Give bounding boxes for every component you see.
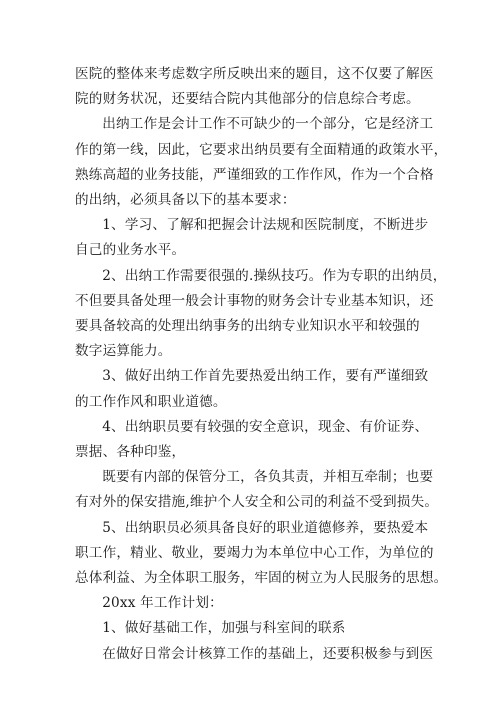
text-line: 院的财务状况，还要结合院内其他部分的信息综合考虑。 — [75, 91, 420, 108]
paragraph-requirement-5 — [75, 516, 448, 592]
paragraph-requirement-3 — [75, 364, 427, 414]
paragraph-requirement-2 — [75, 264, 447, 365]
paragraph-safekeeping — [75, 465, 439, 515]
text-line: 有对外的保安措施,维护个人安全和公司的利益不受到损失。 — [75, 494, 439, 511]
work-plan-item-1 — [75, 616, 427, 641]
text-line: 医院的整体来考虑数字所反映出来的题目，这不仅要了解医 — [75, 66, 434, 82]
text-line: 总体利益、为全体职工服务，牢固的树立为人民服务的思想。 — [75, 570, 448, 587]
text-line: 20xx 年工作计划： — [102, 595, 223, 612]
text-line: 1、学习、了解和把握会计法规和医院制度，不断进步 — [102, 217, 429, 234]
text-line: 数字运算能力。 — [75, 343, 172, 360]
document-body — [75, 62, 448, 667]
text-line: 4、出纳职员要有较强的安全意识，现金、有价证券、 — [102, 418, 429, 435]
text-line: 在做好日常会计核算工作的基础上，还要积极参与到医 — [102, 645, 434, 662]
text-line: 自己的业务水平。 — [75, 242, 186, 259]
text-line: 既要有内部的保管分工，各负其责，并相互牵制；也要 — [102, 469, 434, 486]
text-line: 不但要具备处理一般会计事物的财务会计专业基本知识，还 — [75, 292, 434, 309]
text-line: 熟练高超的业务技能，严谨细致的工作作风，作为一个合格 — [75, 166, 434, 183]
text-line: 3、做好出纳工作首先要热爱出纳工作，要有严谨细致 — [102, 368, 429, 385]
text-line: 职工作，精业、敬业，要竭力为本单位中心工作，为单位的 — [75, 544, 434, 561]
text-line: 5、出纳职员必须具备良好的职业道德修养，要热爱本 — [102, 519, 429, 536]
work-plan-heading — [75, 591, 427, 616]
text-line: 2、出纳工作需要很强的.操纵技巧。作为专职的出纳员， — [102, 267, 447, 284]
paragraph-cashier-role — [75, 112, 448, 213]
paragraph-requirement-4 — [75, 415, 427, 465]
text-line: 的工作作风和职业道德。 — [75, 393, 227, 410]
text-line: 要具备较高的处理出纳事务的出纳专业知识水平和较强的 — [75, 318, 420, 335]
text-line: 出纳工作是会计工作不可缺少的一个部分，它是经济工 — [102, 116, 434, 133]
text-line: 作的第一线，因此，它要求出纳员要有全面精通的政策水平， — [75, 141, 448, 158]
paragraph-requirement-1 — [75, 213, 427, 263]
text-line: 的出纳，必须具备以下的基本要求： — [75, 192, 296, 209]
text-line: 1、做好基础工作，加强与科室间的联系 — [102, 620, 346, 637]
text-line: 票据、各种印鉴， — [75, 444, 186, 461]
paragraph-continuation — [75, 62, 434, 112]
paragraph-daily-accounting — [75, 642, 434, 667]
